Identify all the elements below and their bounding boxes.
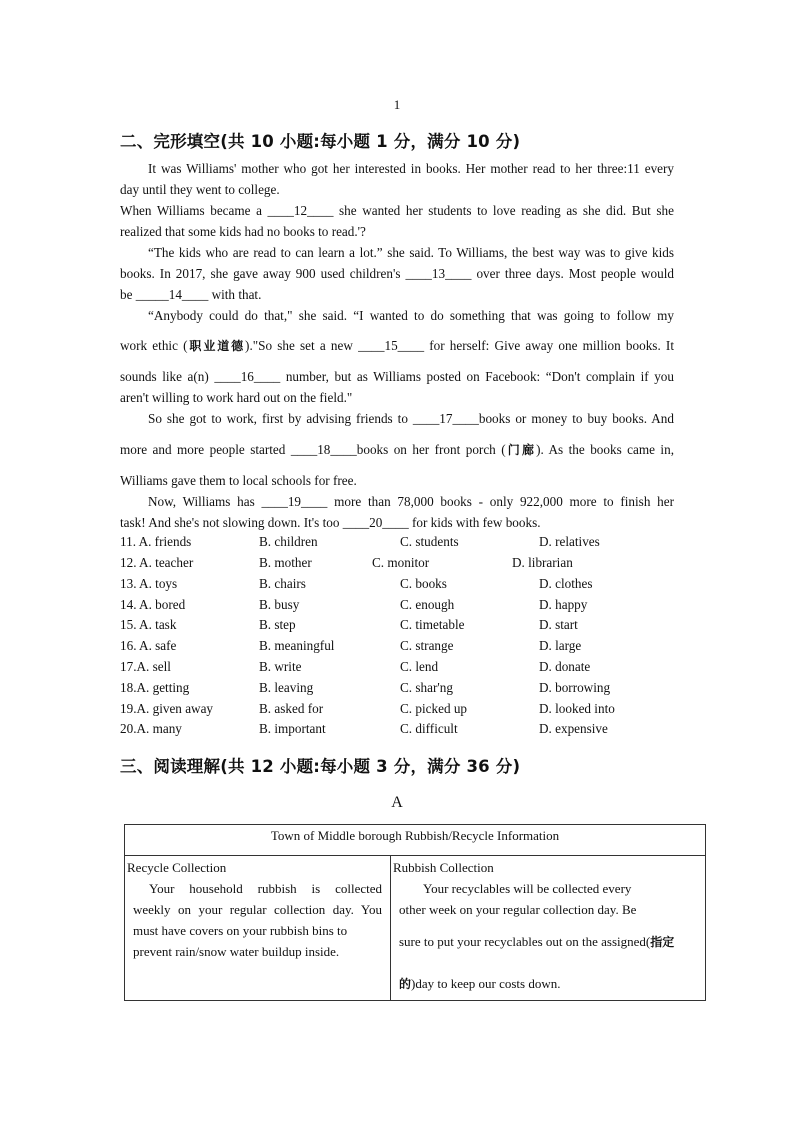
cell-line [399,973,697,995]
option-row-13 [120,576,720,596]
option-c: C. enough [400,597,455,612]
passage-line [120,284,674,305]
cloze-passage-cont [120,439,674,461]
passage-line: day until they went to college. [120,182,280,197]
part-letter: A [391,794,403,811]
text: she wanted her students to love reading as she did. But she [333,203,675,218]
passage-line [120,335,674,357]
option-a: 20.A. many [120,721,182,736]
option-d: D. happy [539,597,588,612]
recycle-collection-cell [125,856,391,1000]
cell-body [393,878,697,995]
option-a: 13. A. toys [120,576,178,591]
passage-line [120,200,674,221]
option-a: 16. A. safe [120,638,177,653]
text: more and more people started [120,442,291,457]
text: )."So she set a new [245,338,359,353]
option-b: B. step [259,617,296,632]
option-d: D. expensive [539,721,608,736]
cell-line: weekly on your regular collection day. You [133,902,382,917]
text: with that. [208,287,262,302]
chinese-gloss: 的 [399,977,412,991]
blank-14: _____14____ [135,287,209,302]
passage-line: It was Williams' mother who got her interested in books. Her mother read to her three:11 every [148,161,674,176]
option-b: B. leaving [259,680,314,695]
passage-line: “Anybody could do that," she said. “I wanted to do something that was going to follow my [148,308,674,323]
option-b: B. asked for [259,701,324,716]
option-row-20 [120,721,720,741]
page-number: 1 [393,97,401,112]
cloze-passage-cont [120,470,674,491]
option-d: D. clothes [539,576,593,591]
option-b: B. busy [259,597,300,612]
option-c: C. students [400,534,459,549]
passage-line [120,439,674,461]
cloze-passage [120,158,674,326]
passage-line: aren't willing to work hard out on the field." [120,390,353,405]
blank-13: ____13____ [405,266,472,281]
option-a: 17.A. sell [120,659,171,674]
option-a: 18.A. getting [120,680,190,695]
option-row-16 [120,638,720,658]
info-table [124,824,706,1001]
chinese-gloss: 门廊 [505,443,537,457]
text: books. In 2017, she gave away 900 used children's [120,266,406,281]
option-b: B. chairs [259,576,306,591]
option-d: D. start [539,617,578,632]
option-row-15 [120,617,720,637]
text: sounds like a(n) [120,369,215,384]
text: work ethic ( [120,338,188,353]
text: books or money to buy books. And [478,411,674,426]
option-c: C. difficult [400,721,458,736]
text: more than 78,000 books - only 922,000 more to finish her [327,494,674,509]
blank-20: ____20____ [342,515,409,530]
option-c: C. picked up [400,701,468,716]
option-c: C. strange [400,638,454,653]
cell-heading: Rubbish Collection [393,860,494,875]
passage-line [120,491,674,512]
passage-line: “The kids who are read to can learn a lot.” she said. To Williams, the best way was to give kids [148,245,674,260]
option-row-12 [120,555,720,575]
option-c: C. lend [400,659,439,674]
option-b: B. important [259,721,326,736]
blank-17: ____17____ [412,411,479,426]
text: )day to keep our costs down. [411,976,561,991]
cell-line: Your household rubbish is collected [149,881,382,896]
cell-heading: Recycle Collection [127,860,227,875]
passage-line [120,512,674,533]
option-a: 11. A. friends [120,534,192,549]
passage-line [120,366,674,387]
passage-line [120,408,674,429]
cloze-passage-cont [120,491,674,533]
chinese-gloss: 职业道德 [187,339,246,353]
option-c: C. shar'ng [400,680,453,695]
cell-body [127,878,382,962]
option-a: 15. A. task [120,617,177,632]
option-c: C. timetable [400,617,465,632]
text: When Williams became a [120,203,268,218]
passage-line: realized that some kids had no books to read.'? [120,224,366,239]
text: be [120,287,136,302]
chinese-gloss: 指定 [650,935,675,949]
passage-line: Williams gave them to local schools for free. [120,473,357,488]
option-row-18 [120,680,720,700]
option-d: D. librarian [512,555,573,570]
option-row-19 [120,701,720,721]
text: sure to put your recyclables out on the assigned( [399,934,651,949]
option-b: B. write [259,659,302,674]
text: number, but as Williams posted on Facebook: “Don't complain if you [280,369,674,384]
table-title: Town of Middle borough Rubbish/Recycle Information [125,825,705,856]
rubbish-collection-cell [391,856,705,1000]
cloze-passage-cont [120,366,674,429]
option-d: D. large [539,638,582,653]
cell-line: Your recyclables will be collected every [423,881,632,896]
option-c: C. books [400,576,447,591]
blank-18: ____18____ [290,442,357,457]
text: books on her front porch ( [356,442,506,457]
cell-line [399,931,697,953]
option-d: D. looked into [539,701,615,716]
text: So she got to work, first by advising friends to [148,411,413,426]
option-c: C. monitor [372,555,430,570]
section-title-reading: 三、阅读理解(共 12 小题:每小题 3 分，满分 36 分) [120,757,521,776]
cell-line: must have covers on your rubbish bins to [133,923,348,938]
blank-19: ____19____ [261,494,328,509]
text: Now, Williams has [148,494,262,509]
blank-15: ____15____ [358,338,425,353]
cell-line: other week on your regular collection day. Be [399,902,637,917]
option-row-14 [120,597,720,617]
option-d: D. borrowing [539,680,611,695]
text: task! And she's not slowing down. It's too [120,515,343,530]
blank-16: ____16____ [214,369,281,384]
option-b: B. mother [259,555,312,570]
option-a: 19.A. given away [120,701,214,716]
cloze-passage-cont [120,335,674,357]
text: for kids with few books. [408,515,541,530]
passage-line [120,263,674,284]
option-row-11 [120,534,720,554]
blank-12: ____12____ [267,203,334,218]
option-b: B. children [259,534,318,549]
option-d: D. relatives [539,534,600,549]
text: for herself: Give away one million books. It [424,338,674,353]
option-d: D. donate [539,659,591,674]
option-a: 14. A. bored [120,597,186,612]
option-row-17 [120,659,720,679]
text: ). As the books came in, [536,442,674,457]
text: over three days. Most people would [471,266,674,281]
option-a: 12. A. teacher [120,555,194,570]
option-b: B. meaningful [259,638,335,653]
section-title-cloze: 二、完形填空(共 10 小题:每小题 1 分，满分 10 分) [120,132,521,151]
cell-line: prevent rain/snow water buildup inside. [133,944,340,959]
